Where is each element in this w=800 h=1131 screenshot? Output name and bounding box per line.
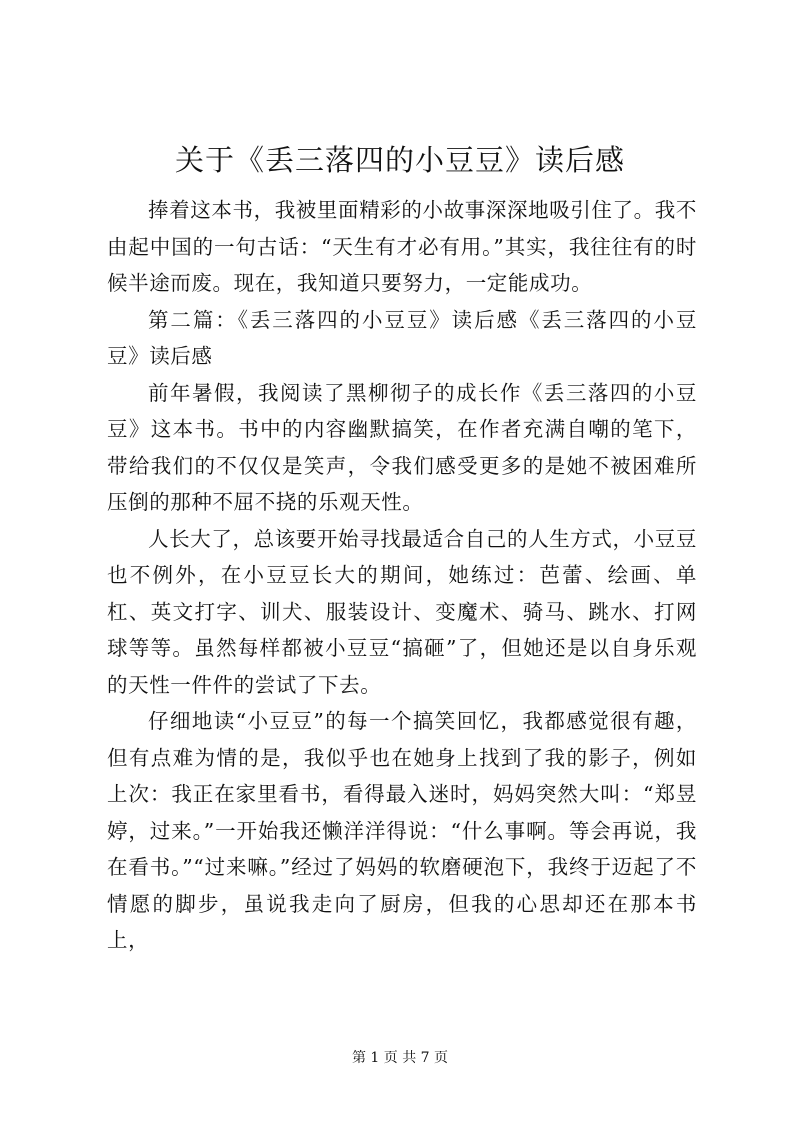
page-number-indicator: 第 1 页 共 7 页 [351, 1050, 449, 1066]
paragraph-2: 第二篇：《丢三落四的小豆豆》读后感《丢三落四的小豆豆》读后感 [107, 307, 697, 368]
document-title: 关于《丢三落四的小豆豆》读后感 [174, 143, 625, 177]
paragraph-1: 捧着这本书，我被里面精彩的小故事深深地吸引住了。我不由起中国的一句古话：“天生有才必有用。”其实，我往往有的时候半途而废。现在，我知道只要努力，一定能成功。 [107, 198, 697, 295]
document-body [107, 192, 697, 959]
paragraph-3: 前年暑假，我阅读了黑柳彻子的成长作《丢三落四的小豆豆》这本书。书中的内容幽默搞笑，在作者充满自嘲的笔下，带给我们的不仅仅是笑声，令我们感受更多的是她不被困难所压倒的那种不屈不挠的乐观天性。 [107, 380, 697, 514]
paragraph-5: 仔细地读“小豆豆”的每一个搞笑回忆，我都感觉很有趣，但有点难为情的是，我似乎也在她身上找到了我的影子，例如上次：我正在家里看书，看得最入迷时，妈妈突然大叫：“郑昱婷，过来。”一开始我还懒洋洋得说：“什么事啊。等会再说，我在看书。”“过来嘛。”经过了妈妈的软磨硬泡下，我终于迈起了不情愿的脚步，虽说我走向了厨房，但我的心思却还在那本书上， [107, 709, 697, 952]
paragraph-4: 人长大了，总该要开始寻找最适合自己的人生方式，小豆豆也不例外，在小豆豆长大的期间，她练过：芭蕾、绘画、单杠、英文打字、训犬、服装设计、变魔术、骑马、跳水、打网球等等。虽然每样都被小豆豆“搞砸”了，但她还是以自身乐观的天性一件件的尝试了下去。 [107, 526, 697, 697]
page-footer [0, 1048, 800, 1068]
